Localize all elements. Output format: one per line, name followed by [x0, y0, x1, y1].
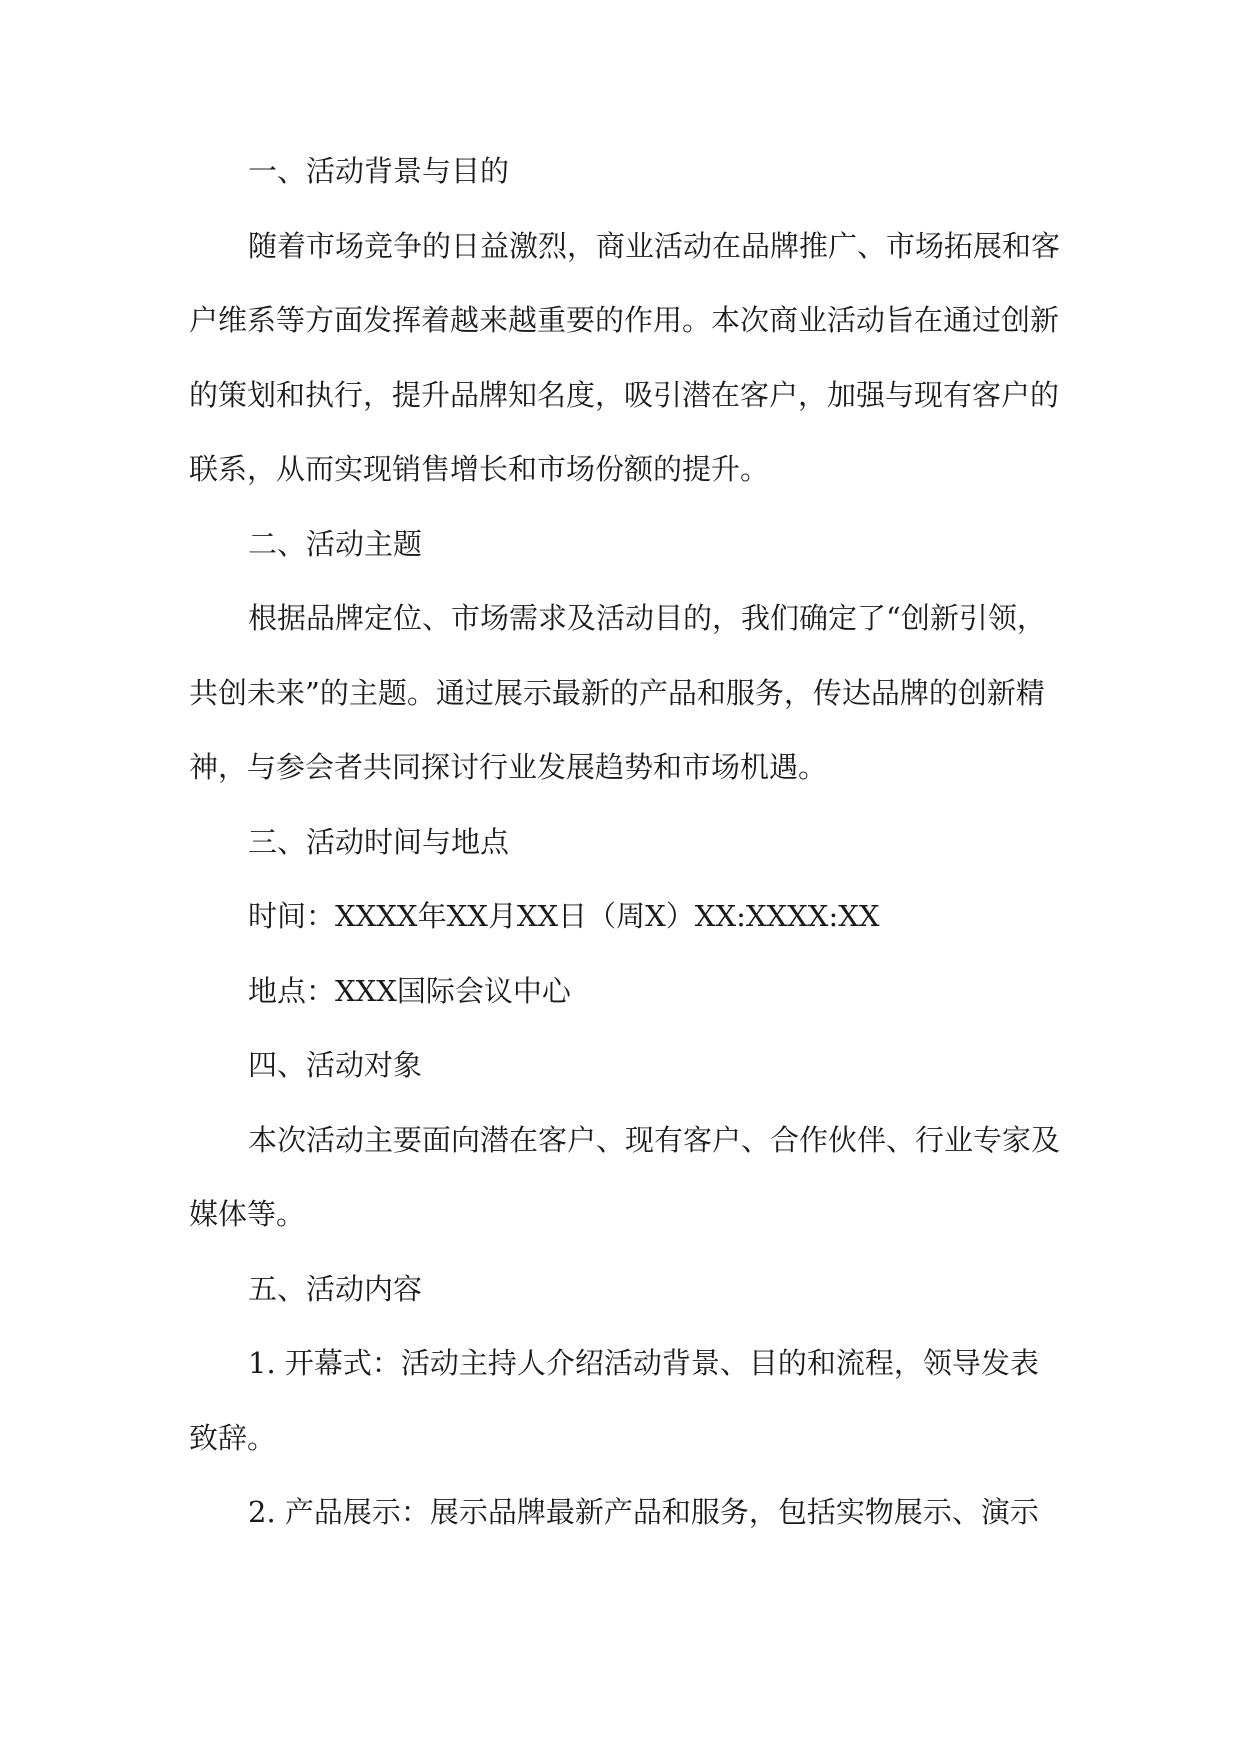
paragraph-line: 随着市场竞争的日益激烈，商业活动在品牌推广、市场拓展和客: [248, 229, 1061, 263]
paragraph-line: 联系，从而实现销售增长和市场份额的提升。: [189, 452, 770, 486]
heading-time-place: 三、活动时间与地点: [248, 825, 510, 859]
time-line: 时间：XXXX年XX月XX日（周X）XX:XXXX:XX: [248, 899, 880, 933]
paragraph-line: 媒体等。: [189, 1197, 306, 1231]
paragraph-line: 共创未来”的主题。通过展示最新的产品和服务，传达品牌的创新精: [189, 676, 1045, 710]
paragraph-line: 根据品牌定位、市场需求及活动目的，我们确定了“创新引领，: [248, 601, 1046, 635]
heading-content: 五、活动内容: [248, 1272, 423, 1306]
list-item-opening: 1. 开幕式：活动主持人介绍活动背景、目的和流程，领导发表: [248, 1346, 1039, 1380]
list-item-opening-cont: 致辞。: [189, 1421, 277, 1455]
paragraph-line: 神，与参会者共同探讨行业发展趋势和市场机遇。: [189, 750, 828, 784]
paragraph-line: 本次活动主要面向潜在客户、现有客户、合作伙伴、行业专家及: [248, 1123, 1061, 1157]
list-item-product: 2. 产品展示：展示品牌最新产品和服务，包括实物展示、演示: [248, 1495, 1039, 1529]
heading-background-purpose: 一、活动背景与目的: [248, 154, 510, 188]
paragraph-line: 户维系等方面发挥着越来越重要的作用。本次商业活动旨在通过创新: [189, 303, 1060, 337]
heading-audience: 四、活动对象: [248, 1048, 423, 1082]
heading-theme: 二、活动主题: [248, 527, 423, 561]
place-line: 地点：XXX国际会议中心: [248, 974, 571, 1008]
paragraph-line: 的策划和执行，提升品牌知名度，吸引潜在客户，加强与现有客户的: [189, 378, 1060, 412]
